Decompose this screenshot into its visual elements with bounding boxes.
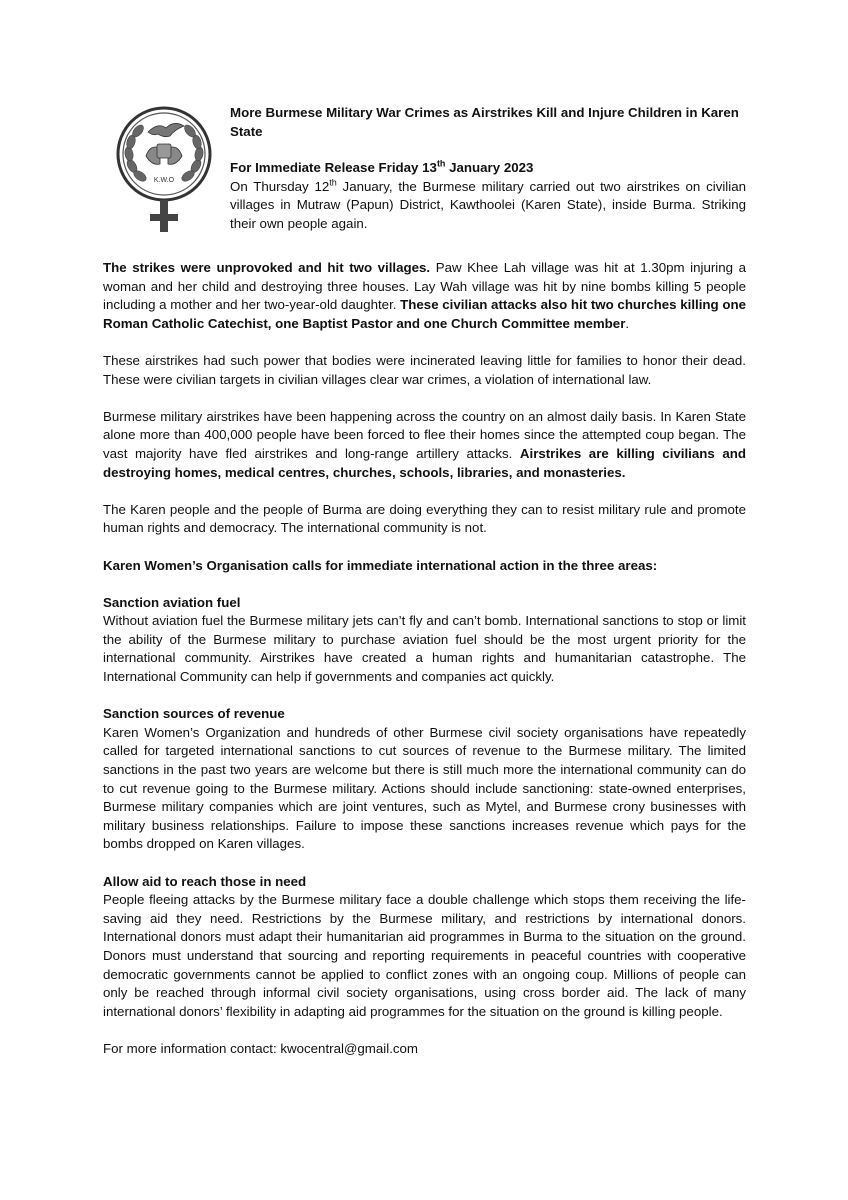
paragraph-call-to-action — [103, 557, 746, 576]
release-prefix: For Immediate Release Friday 13 — [230, 160, 437, 176]
body-content — [103, 259, 746, 1077]
kwo-emblem-icon — [108, 104, 220, 236]
logo-label: K.W.O — [153, 177, 175, 184]
header-block — [230, 104, 746, 234]
daily-airstrikes-text: Burmese military airstrikes have been happening across the country on an almost daily basis. In Karen State alone more than 400,000 people have been forced to flee their homes since the attempted coup began. The vast majority have fled airstrikes and long-range artillery attacks. — [103, 408, 746, 461]
intro-sup: th — [329, 177, 337, 188]
paragraph-strikes — [103, 259, 746, 333]
section-heading-aviation-fuel: Sanction aviation fuel — [103, 594, 241, 610]
strikes-end: . — [625, 315, 630, 331]
press-release-title: More Burmese Military War Crimes as Airstrikes Kill and Injure Children in Karen State — [230, 105, 739, 139]
paragraph-resist: The Karen people and the people of Burma are doing everything they can to resist military rule and promote human rights and democracy. The international community is not. — [103, 501, 746, 536]
intro-prefix: On Thursday 12 — [230, 178, 330, 194]
section-text-aviation-fuel: Without aviation fuel the Burmese military jets can’t fly and can’t bomb. International sanctions to stop or limit the ability of the Burmese military to purchase aviation fuel should be the most urgent priority for the international community. Airstrikes have created a human rights and humanitarian catastrophe. The International Community can help if governments and companies act quickly. — [103, 613, 746, 685]
release-sup: th — [436, 158, 446, 169]
daily-airstrikes-bold: Airstrikes are killing civilians and destroying homes, medical centres, churches, schools, libraries, and monasteries. — [103, 445, 746, 480]
release-suffix: January 2023 — [445, 160, 534, 176]
strikes-text: Paw Khee Lah village was hit at 1.30pm injuring a woman and her child and destroying three houses. Lay Wah village was hit by nine bombs killing 5 people including a mother and her two-year-old daughter. — [103, 260, 746, 313]
section-heading-aid: Allow aid to reach those in need — [103, 873, 307, 889]
intro-suffix: January, the Burmese military carried out two airstrikes on civilian villages in Mutraw (Papun) District, Kawthoolei (Karen State), inside Burma. Striking their own people again. — [230, 178, 746, 231]
kwo-logo — [108, 104, 220, 236]
contact-line: For more information contact: kwocentral@gmail.com — [103, 1040, 419, 1056]
strikes-lead: The strikes were unprovoked and hit two villages. — [103, 260, 431, 275]
call-to-action-text: Karen Women’s Organisation calls for immediate international action in the three areas: — [103, 557, 658, 573]
release-date-line — [230, 159, 746, 178]
paragraph-daily-airstrikes — [103, 408, 746, 482]
section-heading-revenue: Sanction sources of revenue — [103, 706, 285, 722]
churches-text: These civilian attacks also hit two churches killing one Roman Catholic Catechist, one Baptist Pastor and one Church Committee member — [103, 297, 746, 331]
section-text-aid: People fleeing attacks by the Burmese military face a double challenge which stops them receiving the life-saving aid they need. Restrictions by the Burmese military, and restrictions by international donors. International donors must adapt their humanitarian aid programmes in Burma to the situation on the ground. Donors must understand that sourcing and reporting requirements in peaceful countries with cooperative democratic governments cannot be applied to conflict zones with an ongoing coup. Millions of people can only be reached through informal civil society organisations, using cross border aid. The lack of many international donors’ flexibility in adapting aid programmes for the situation on the ground is killing people. — [103, 892, 746, 1019]
section-text-revenue: Karen Women’s Organization and hundreds of other Burmese civil society organisations have repeatedly called for targeted international sanctions to cut sources of revenue to the Burmese military. The limited sanctions in the past two years are welcome but there is still much more the international community can do to cut revenue going to the Burmese military. Actions should include sanctioning: state-owned enterprises, Burmese military companies which are joint ventures, such as Mytel, and Burmese crony businesses with military business relationships. Failure to impose these sanctions increases revenue which pays for the bombs dropped on Karen villages. — [103, 724, 746, 852]
paragraph-power: These airstrikes had such power that bodies were incinerated leaving little for families to honor their dead. These were civilian targets in civilian villages clear war crimes, a violation of international law. — [103, 352, 746, 387]
intro-paragraph — [230, 178, 746, 234]
